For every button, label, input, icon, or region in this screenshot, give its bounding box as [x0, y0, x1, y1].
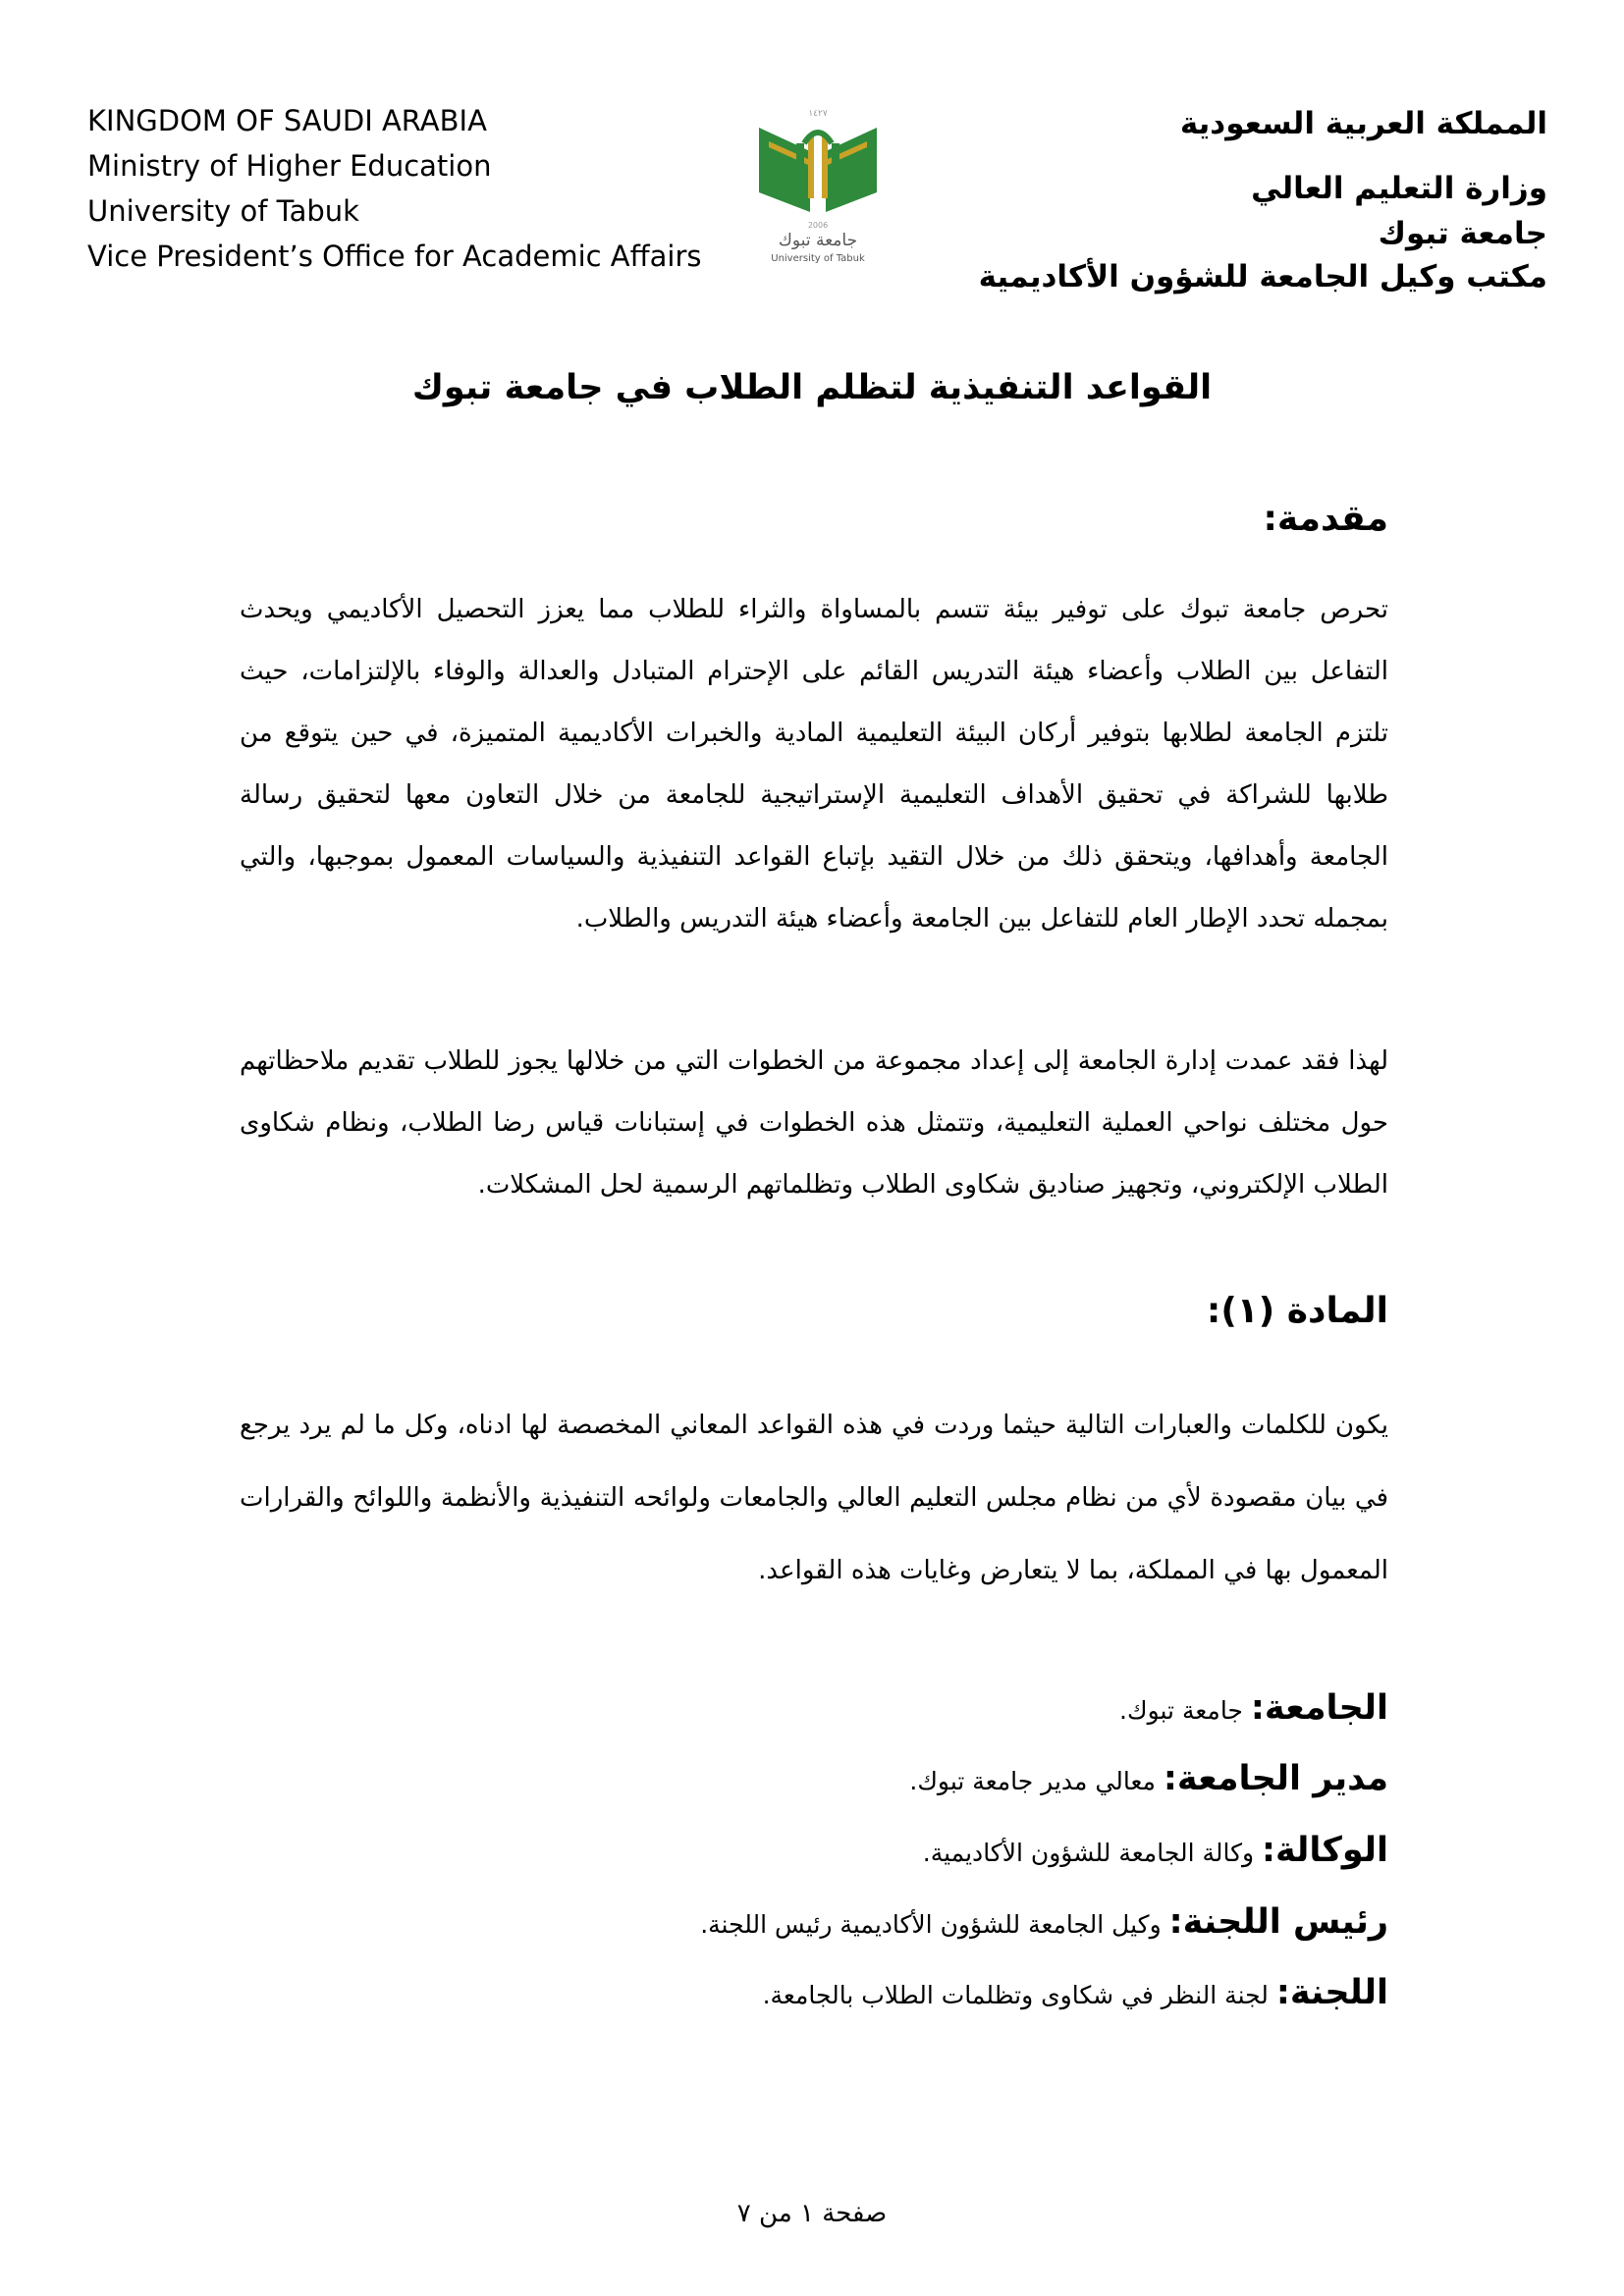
definition-term: اللجنة: — [1275, 1973, 1388, 2012]
definition-item — [240, 1688, 1388, 1728]
definition-term: الوكالة: — [1262, 1831, 1388, 1870]
header-en-university: University of Tabuk — [87, 194, 359, 228]
document-title: القواعد التنفيذية لتظلم الطلاب في جامعة تبوك — [411, 368, 1213, 407]
definition-text: معالي مدير جامعة تبوك. — [909, 1767, 1156, 1795]
header-ar-ministry: وزارة التعليم العالي — [1251, 171, 1547, 206]
header-english — [87, 98, 701, 279]
definition-term: رئيس اللجنة: — [1168, 1902, 1388, 1942]
definition-text: وكالة الجامعة للشؤون الأكاديمية. — [922, 1839, 1255, 1867]
header-en-ministry: Ministry of Higher Education — [87, 149, 492, 183]
intro-heading: مقدمة: — [1263, 499, 1388, 539]
svg-text:١٤٢٧: ١٤٢٧ — [808, 109, 828, 119]
header-arabic — [860, 106, 1547, 302]
definition-text: وكيل الجامعة للشؤون الأكاديمية رئيس اللجنة. — [700, 1910, 1162, 1939]
definition-item — [240, 1831, 1388, 1870]
article-paragraph: يكون للكلمات والعبارات التالية حيثما وردت في هذه القواعد المعاني المخصصة لها ادناه، وكل ما لم يرد يرجع في بيان مقصودة لأي من نظام مجلس التعليم العالي والجامعات ولوائحه التنفيذية والأنظمة واللوائح والقرارات المعمول بها في المملكة، بما لا يتعارض وغايات هذه القواعد. — [240, 1411, 1388, 1585]
definition-item — [240, 1902, 1388, 1942]
definition-term: مدير الجامعة: — [1163, 1759, 1388, 1798]
definition-item — [240, 1759, 1388, 1798]
svg-text:University of Tabuk: University of Tabuk — [771, 253, 865, 264]
definition-item — [240, 1973, 1388, 2012]
article-heading: المادة (١): — [1206, 1291, 1388, 1331]
svg-text:2006: 2006 — [807, 221, 829, 230]
header-ar-office: مكتب وكيل الجامعة للشؤون الأكاديمية — [978, 259, 1547, 294]
definition-text: جامعة تبوك. — [1119, 1696, 1243, 1725]
intro-paragraph-2: لهذا فقد عمدت إدارة الجامعة إلى إعداد مجموعة من الخطوات التي من خلالها يجوز للطلاب تقديم ملاحظاتهم حول مختلف نواحي العملية التعليمية، وتتمثل هذه الخطوات في إستبانات قياس رضا الطلاب، ونظام شكاوى الطلاب الإلكتروني، وتجهيز صناديق شكاوى الطلاب وتظلماتهم الرسمية لحل المشكلات. — [240, 1046, 1388, 1200]
header-ar-university: جامعة تبوك — [1378, 216, 1547, 251]
definition-text: لجنة النظر في شكاوى وتظلمات الطلاب بالجامعة. — [762, 1981, 1269, 2009]
header-en-country: KINGDOM OF SAUDI ARABIA — [87, 104, 487, 137]
intro-paragraph-1: تحرص جامعة تبوك على توفير بيئة تتسم بالمساواة والثراء للطلاب مما يعزز التحصيل الأكاديمي ويحدث التفاعل بين الطلاب وأعضاء هيئة التدريس القائم على الإحترام المتبادل والعدالة والوفاء بالإلتزامات، حيث تلتزم الجامعة لطلابها بتوفير أركان البيئة التعليمية المادية والخبرات الأكاديمية المتميزة، في حين يتوقع من طلابها للشراكة في تحقيق الأهداف التعليمية الإستراتيجية للجامعة من خلال التعاون معها لتحقيق رسالة الجامعة وأهدافها، ويتحقق ذلك من خلال التقيد بإتباع القواعد التنفيذية والسياسات المعمول بموجبها، والتي بمجمله تحدد الإطار العام للتفاعل بين الجامعة وأعضاء هيئة التدريس والطلاب. — [240, 595, 1388, 934]
page-number: صفحة ١ من ٧ — [736, 2199, 888, 2228]
header-en-office: Vice President’s Office for Academic Affairs — [87, 240, 702, 273]
header-ar-country: المملكة العربية السعودية — [1179, 106, 1547, 141]
svg-text:جامعة تبوك: جامعة تبوك — [778, 231, 858, 250]
definition-term: الجامعة: — [1250, 1688, 1388, 1728]
